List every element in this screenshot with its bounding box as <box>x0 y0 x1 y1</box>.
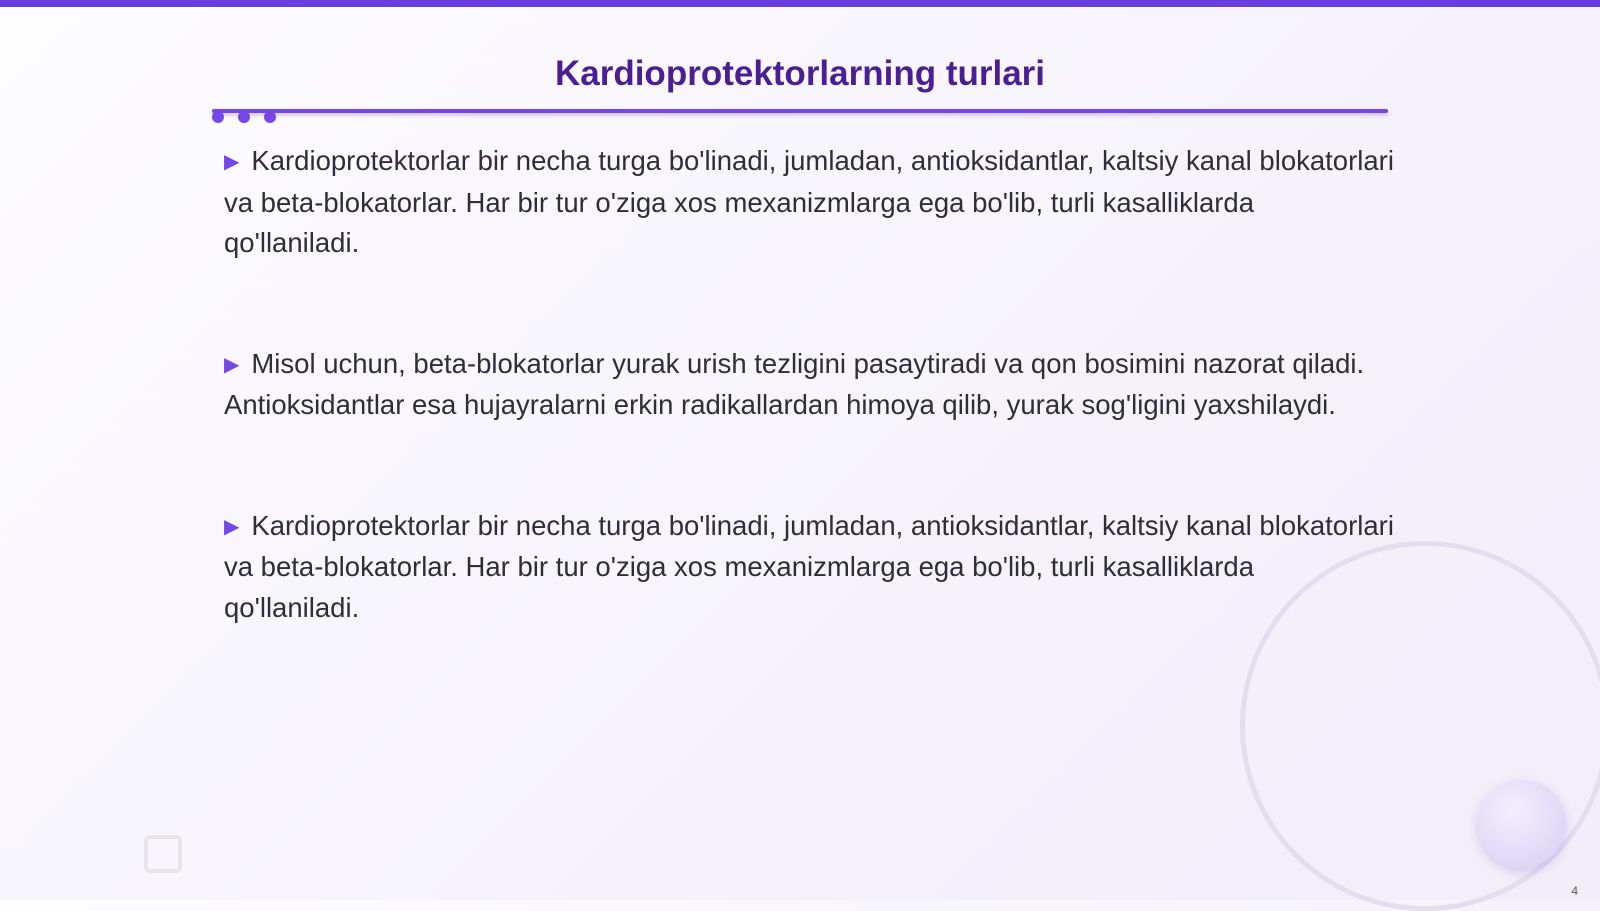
triangle-right-icon: ▶ <box>224 515 240 538</box>
slide-content <box>224 141 1394 708</box>
bullet-paragraph <box>224 506 1394 629</box>
decorative-dot <box>264 111 276 123</box>
paragraph-text: Misol uchun, beta-blokatorlar yurak urish tezligini pasaytiradi va qon bosimini nazorat qiladi. Antioksidantlar esa hujayralarni erkin radikallardan himoya qilib, yurak sog'ligini yaxshilaydi. <box>224 347 1365 420</box>
bullet-paragraph <box>224 344 1394 426</box>
decorative-square <box>144 835 182 873</box>
slide-title: Kardioprotektorlarning turlari <box>554 54 1046 93</box>
page-number: 4 <box>1571 884 1578 898</box>
triangle-right-icon: ▶ <box>224 151 240 173</box>
decorative-sphere <box>1478 780 1566 868</box>
bullet-paragraph <box>224 141 1394 264</box>
decorative-dot <box>212 111 224 123</box>
triangle-right-icon: ▶ <box>224 353 240 376</box>
paragraph-text: Kardioprotektorlar bir necha turga bo'linadi, jumladan, antioksidantlar, kaltsiy kanal blokatorlari va beta-blokatorlar. Har bir tur o'ziga xos mexanizmlarga ega bo'lib, turli kasalliklarda qo'llaniladi. <box>224 145 1394 258</box>
decorative-dot <box>238 111 250 123</box>
title-underline <box>212 109 1388 113</box>
paragraph-text: Kardioprotektorlar bir necha turga bo'linadi, jumladan, antioksidantlar, kaltsiy kanal blokatorlari va beta-blokatorlar. Har bir tur o'ziga xos mexanizmlarga ega bo'lib, turli kasalliklarda qo'llaniladi. <box>224 509 1394 623</box>
top-accent-bar <box>0 0 1600 7</box>
